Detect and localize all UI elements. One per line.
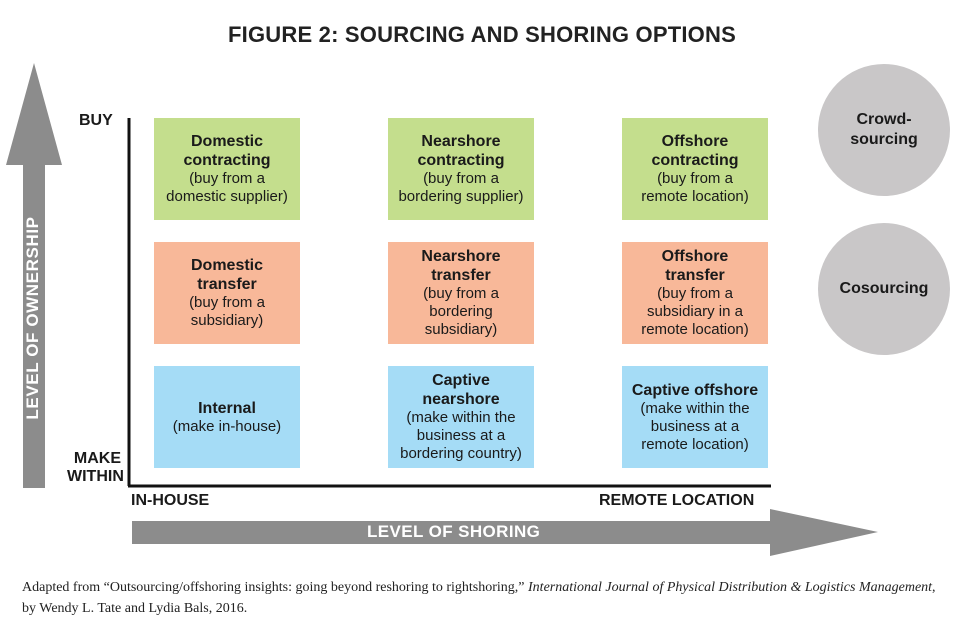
circle-crowdsourcing: Crowd- sourcing bbox=[818, 64, 950, 196]
x-axis-right-label: REMOTE LOCATION bbox=[599, 492, 755, 509]
box-nearshore-contracting: Nearshore contracting (buy from a bordering supplier) bbox=[388, 118, 534, 220]
x-axis-title: LEVEL OF SHORING bbox=[367, 522, 541, 541]
box-internal: Internal (make in-house) bbox=[154, 366, 300, 468]
figure-title: FIGURE 2: SOURCING AND SHORING OPTIONS bbox=[228, 22, 736, 47]
box-nearshore-transfer: Nearshore transfer (buy from a bordering subsidiary) bbox=[388, 242, 534, 344]
box-domestic-transfer: Domestic transfer (buy from a subsidiary) bbox=[154, 242, 300, 344]
box-offshore-transfer: Offshore transfer (buy from a subsidiary in a remote location) bbox=[622, 242, 768, 344]
x-axis-left-label: IN-HOUSE bbox=[131, 492, 210, 509]
y-axis-top-label: BUY bbox=[79, 112, 113, 129]
box-captive-offshore: Captive offshore (make within the business at a remote location) bbox=[622, 366, 768, 468]
y-axis-title: LEVEL OF OWNERSHIP bbox=[23, 216, 42, 420]
box-captive-nearshore: Captive nearshore (make within the business at a bordering country) bbox=[388, 366, 534, 468]
y-axis-bottom-label: MAKE WITHIN bbox=[67, 450, 124, 485]
box-offshore-contracting: Offshore contracting (buy from a remote location) bbox=[622, 118, 768, 220]
source-caption: Adapted from “Outsourcing/offshoring insights: going beyond reshoring to rightshoring,” International Journal of Physical Distribution & Logistics Management, by Wendy L. Tate and Lydia Bals, 2016. bbox=[22, 580, 936, 616]
circle-cosourcing: Cosourcing bbox=[818, 223, 950, 355]
box-domestic-contracting: Domestic contracting (buy from a domestic supplier) bbox=[154, 118, 300, 220]
